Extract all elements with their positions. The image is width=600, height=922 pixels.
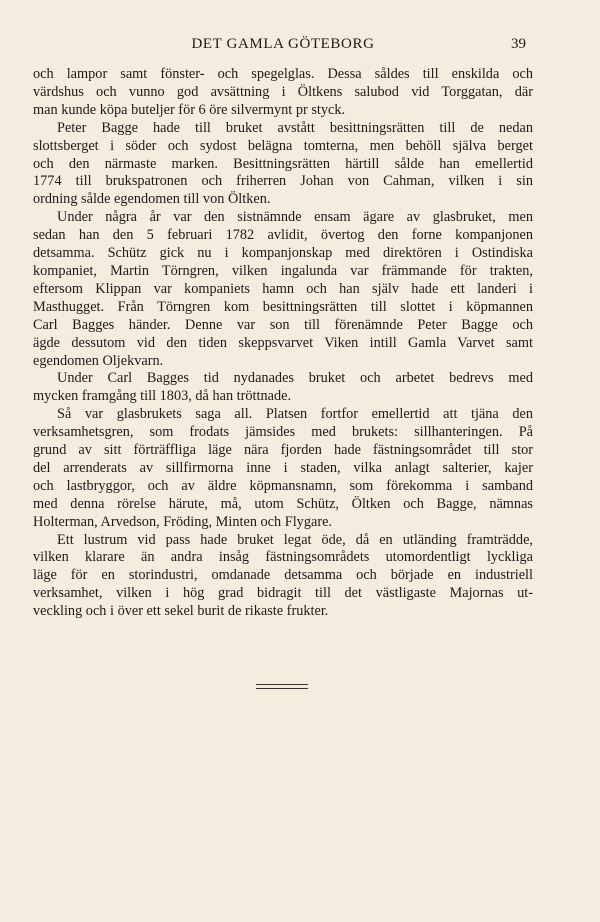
text-line: veckling och i över ett sekel burit de rikaste frukter. — [33, 603, 329, 620]
text-line: Under några år var den sistnämnde ensam ägare av glasbruket, men — [57, 209, 533, 226]
text-line: del arrenderats av sillfirmorna inne i staden, vilka anlagt salterier, kajer — [33, 459, 533, 476]
text-line: grund av sitt förträffliga läge nära fjorden hade fästningsområdet till stor — [33, 442, 533, 459]
text-line: ordning sålde egendomen till von Öltken. — [33, 191, 271, 208]
text-line: med denna rörelse härute, må, utom Schütz, Öltken och Bagge, nämnas — [33, 495, 533, 512]
text-line: kompaniet, Martin Törngren, vilken ingalunda var främmande för trakten, — [33, 262, 533, 279]
paragraph — [33, 209, 533, 370]
text-line: ägde dessutom vid den tiden skeppsvarvet Viken intill Gamla Varvet samt — [33, 334, 533, 351]
running-title: DET GAMLA GÖTEBORG — [191, 36, 375, 52]
text-line: och lastbryggor, och av äldre köpmansnamn, som förekomma i samband — [33, 477, 533, 494]
text-line: vilken klarare än andra insåg fästningsområdets utomordentligt lyckliga — [33, 549, 533, 566]
end-rule — [256, 684, 308, 689]
text-line: och den närmaste marken. Besittningsrätten härtill sålde han emellertid — [33, 155, 533, 172]
paragraph — [33, 120, 533, 210]
text-line: 1774 till brukspatronen och friherren Johan von Cahman, vilken i sin — [33, 173, 533, 190]
text-line: sedan han den 5 februari 1782 avlidit, övertog den forne kompanjonen — [33, 227, 533, 244]
text-line: man kunde köpa buteljer för 6 öre silvermynt pr styck. — [33, 101, 346, 118]
page-number: 39 — [511, 36, 526, 52]
paragraph — [33, 532, 533, 622]
text-line: Så var glasbrukets saga all. Platsen fortfor emellertid att tjäna den — [57, 406, 533, 423]
text-line: eftersom Klippan var kompaniets hamn och han själv hade ett landeri i — [33, 280, 533, 297]
text-line: egendomen Oljekvarn. — [33, 352, 164, 369]
text-line: Masthugget. Från Törngren kom besittningsrätten till slottet i köpmannen — [33, 298, 533, 315]
text-line: Holterman, Arvedson, Fröding, Minten och Flygare. — [33, 513, 332, 530]
text-line: mycken framgång till 1803, då han tröttnade. — [33, 388, 292, 405]
text-line: värdshus och vunno god avsättning i Öltkens salubod vid Torggatan, där — [33, 83, 533, 100]
text-line: verksamhetsgren, som frodats jämsides med brukets: sillhanteringen. På — [33, 424, 533, 441]
paragraph — [33, 406, 533, 531]
text-line: Under Carl Bagges tid nydanades bruket och arbetet bedrevs med — [57, 370, 533, 387]
text-line: Peter Bagge hade till bruket avstått besittningsrätten till de nedan — [57, 119, 533, 136]
text-line: detsamma. Schütz gick nu i kompanjonskap med direktören i Ostindiska — [33, 245, 533, 262]
text-line: Carl Bagges händer. Denne var son till förenämnde Peter Bagge och — [33, 316, 533, 333]
body-text — [33, 66, 533, 621]
paragraph — [33, 370, 533, 406]
text-line: och lampor samt fönster- och spegelglas. Dessa såldes till enskilda och — [33, 66, 533, 82]
text-line: verksamhet, vilken i hög grad bidragit till det västligaste Majornas ut- — [33, 585, 533, 602]
text-line: läge för en storindustri, omdanade detsamma och började en industriell — [33, 567, 533, 584]
page-header — [33, 36, 533, 53]
text-line: Ett lustrum vid pass hade bruket legat öde, då en utländing framträdde, — [57, 531, 533, 548]
paragraph — [33, 66, 533, 120]
text-line: slottsberget i söder och sydost belägna tomterna, men behöll själva berget — [33, 137, 533, 154]
